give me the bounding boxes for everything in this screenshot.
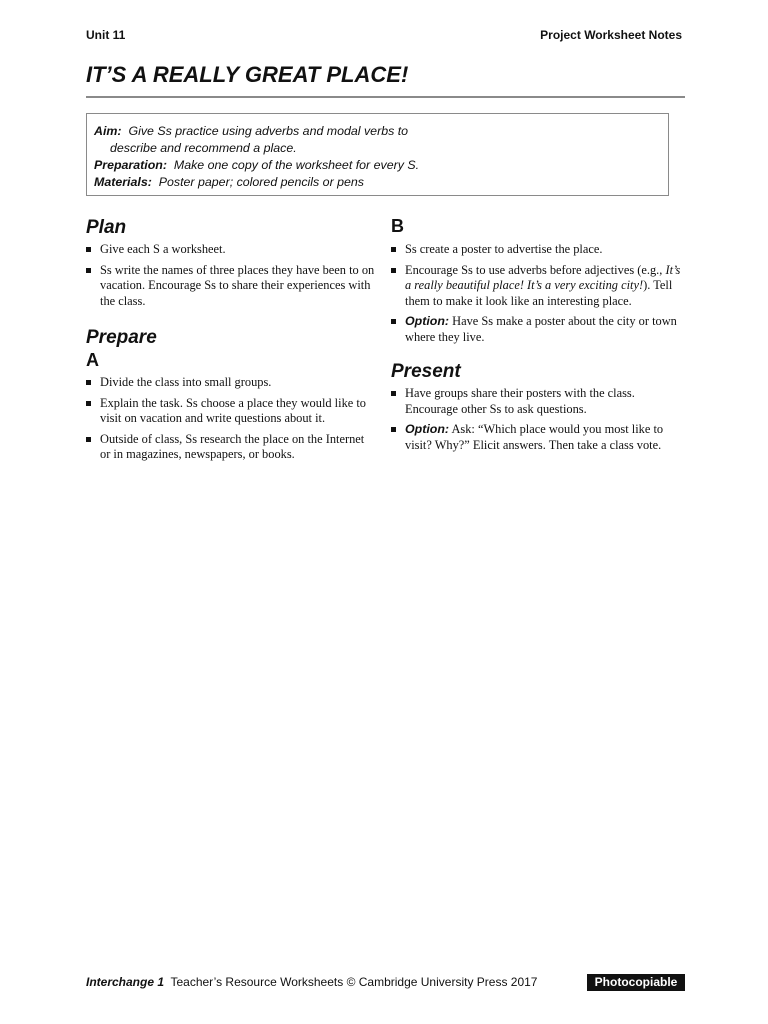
bullet-square-icon — [391, 427, 396, 432]
title-divider — [86, 96, 685, 98]
present-list — [391, 386, 686, 453]
bullet-square-icon — [86, 380, 91, 385]
prepare-b-list — [391, 242, 686, 345]
aim-label: Aim: — [94, 124, 122, 138]
list-item: Have groups share their posters with the class. Encourage other Ss to ask questions. — [391, 386, 686, 417]
aim-text-1: Give Ss practice using adverbs and modal verbs to — [128, 124, 409, 138]
adverb-example: It’s a really beautiful place! It’s a very exciting city! — [405, 262, 681, 292]
plan-heading: Plan — [86, 217, 127, 238]
list-item: Give each S a worksheet. — [86, 242, 376, 258]
preparation-label: Preparation: — [94, 158, 167, 172]
footer-brand: Interchange 1 — [86, 975, 165, 989]
list-item: Divide the class into small groups. — [86, 375, 376, 391]
aim-text-2: describe and recommend a place. — [110, 141, 297, 155]
footer-credit-text: Teacher’s Resource Worksheets © Cambridge University Press 2017 — [170, 975, 538, 989]
aim-line — [94, 123, 660, 140]
bullet-square-icon — [391, 319, 396, 324]
prepare-a-heading: A — [86, 350, 99, 370]
bullet-square-icon — [86, 401, 91, 406]
list-item: Outside of class, Ss research the place on the Internet or in magazines, newspapers, or books. — [86, 432, 376, 463]
bullet-square-icon — [86, 247, 91, 252]
materials-text: Poster paper; colored pencils or pens — [158, 175, 365, 189]
prepare-a-list — [86, 375, 376, 463]
list-item: Ss create a poster to advertise the place. — [391, 242, 686, 258]
prepare-b-heading: B — [391, 216, 404, 236]
right-column — [391, 216, 686, 458]
bullet-square-icon — [391, 391, 396, 396]
preparation-line — [94, 157, 660, 174]
list-item: Option: Have Ss make a poster about the city or town where they live. — [391, 314, 686, 345]
bullet-square-icon — [86, 437, 91, 442]
list-item: Option: Ask: “Which place would you most like to visit? Why?” Elicit answers. Then take a class vote. — [391, 422, 686, 453]
materials-line — [94, 174, 660, 191]
option-label: Option: — [405, 314, 450, 328]
photocopiable-badge: Photocopiable — [587, 974, 685, 991]
preparation-text: Make one copy of the worksheet for every S. — [173, 158, 420, 172]
list-item: Explain the task. Ss choose a place they would like to visit on vacation and write questions about it. — [86, 396, 376, 427]
aim-box — [86, 113, 669, 196]
materials-label: Materials: — [94, 175, 152, 189]
section-label: Project Worksheet Notes — [540, 28, 682, 42]
list-item: Ss write the names of three places they have been to on vacation. Encourage Ss to share their experiences with the class. — [86, 263, 376, 310]
present-heading: Present — [391, 361, 461, 382]
prepare-heading: Prepare — [86, 327, 157, 348]
footer-credit — [86, 975, 537, 989]
left-column — [86, 216, 376, 468]
bullet-square-icon — [391, 268, 396, 273]
bullet-square-icon — [391, 247, 396, 252]
list-item: Encourage Ss to use adverbs before adjectives (e.g., It’s a really beautiful place! It’s a very exciting city!). Tell them to make it look like an interesting place. — [391, 263, 686, 310]
plan-list — [86, 242, 376, 309]
unit-label: Unit 11 — [86, 28, 126, 42]
bullet-square-icon — [86, 268, 91, 273]
page-title: IT’S A REALLY GREAT PLACE! — [86, 62, 409, 87]
option-label: Option: — [405, 422, 450, 436]
